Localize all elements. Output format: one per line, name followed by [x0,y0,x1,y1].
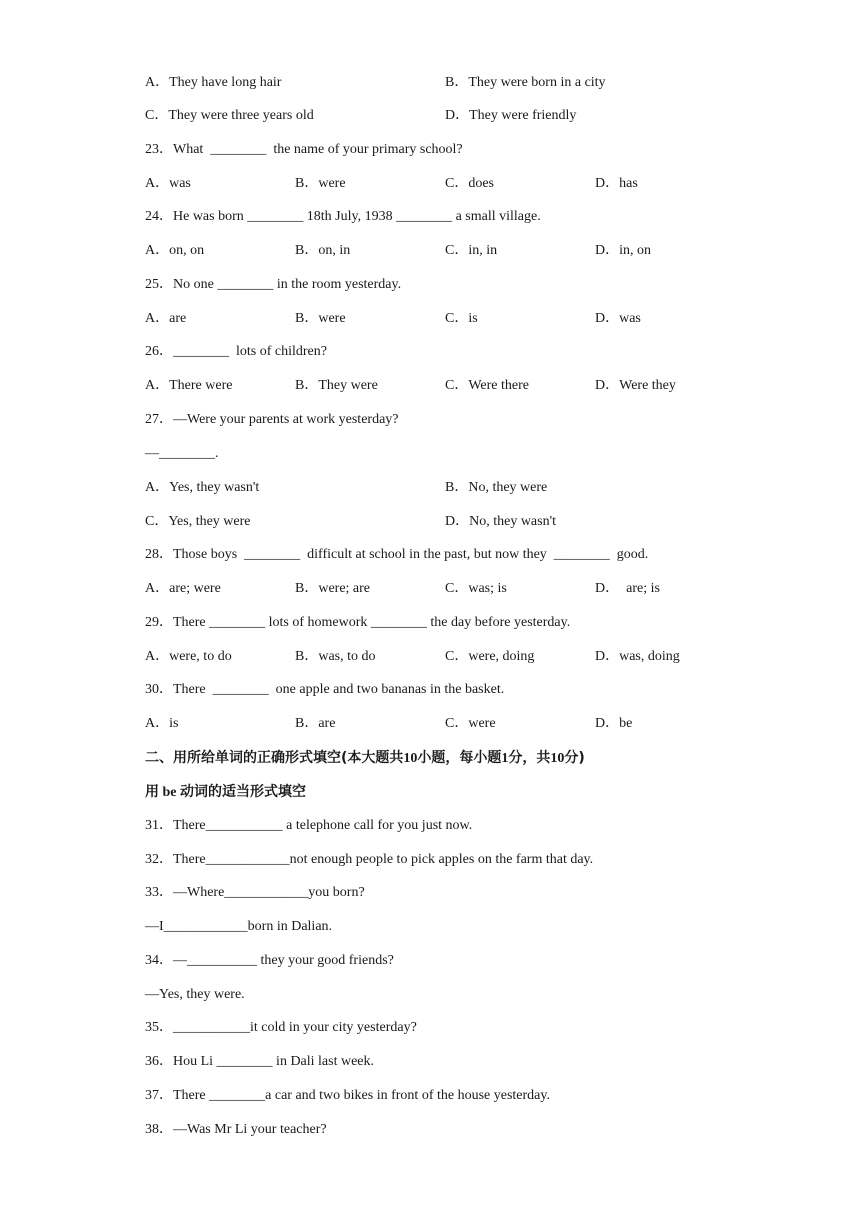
question-27-options [145,478,800,498]
option-a: A．There were [145,378,233,393]
section-heading-number: 1 [501,751,509,766]
option-b: B．on, in [295,243,351,258]
section-heading-part: 分) [564,750,585,766]
option-b: B．No, they were [445,480,548,495]
question-24-stem: 24．He was born ________ 18th July, 1938 ________ a small village. [145,209,541,224]
option-d: D．was [595,311,641,326]
question-37: 37．There ________a car and two bikes in front of the house yesterday. [145,1088,550,1103]
option-a: A．is [145,716,179,731]
question-28-options [145,579,800,599]
section-heading-part: 分，共 [508,750,551,766]
question-25-options [145,309,800,329]
option-a: A．were, to do [145,649,232,664]
question-33: 33．—Where____________you born? [145,885,365,900]
subheading-part: 动词的适当形式填空 [180,784,306,800]
section-heading-number: 10 [403,751,418,766]
subheading-part: 用 [145,784,159,800]
question-29-stem: 29．There ________ lots of homework ________ the day before yesterday. [145,615,571,630]
option-c: C．is [445,311,478,326]
question-27-options [145,512,800,532]
option-b: B．are [295,716,336,731]
option-b: B．They were born in a city [445,75,606,90]
question-27-stem: 27．—Were your parents at work yesterday? [145,412,399,427]
option-d: D．Were they [595,378,676,393]
question-24-options [145,241,800,261]
option-a: A．on, on [145,243,205,258]
option-c: C．were [445,716,496,731]
question-30-stem: 30．There ________ one apple and two bananas in the basket. [145,682,505,697]
question-27-answer-line: —________. [145,446,219,461]
options-row [145,73,800,93]
option-c: C．does [445,176,494,191]
question-33-answer: —I____________born in Dalian. [145,919,333,934]
question-30-options [145,714,800,734]
question-34-answer: —Yes, they were. [145,987,245,1002]
subheading-part: be [159,785,180,800]
question-23-options [145,174,800,194]
question-34: 34．—__________ they your good friends? [145,953,394,968]
option-c: C．Were there [445,378,529,393]
option-c: C．was; is [445,581,507,596]
question-26-options [145,376,800,396]
option-b: B．were; are [295,581,371,596]
option-b: B．was, to do [295,649,376,664]
section-heading-part: 小题，每小题 [417,750,502,766]
option-c: C．were, doing [445,649,535,664]
question-31: 31．There___________ a telephone call for you just now. [145,818,473,833]
option-b: B．They were [295,378,378,393]
question-29-options [145,647,800,667]
section-heading-number: 10 [550,751,565,766]
option-d: D．in, on [595,243,651,258]
question-32: 32．There____________not enough people to pick apples on the farm that day. [145,852,594,867]
question-36: 36．Hou Li ________ in Dali last week. [145,1054,375,1069]
question-28-stem: 28．Those boys ________ difficult at school in the past, but now they ________ good. [145,547,649,562]
option-a: A．Yes, they wasn't [145,480,260,495]
option-d: D．was, doing [595,649,680,664]
option-b: B．were [295,311,346,326]
question-26-stem: 26．________ lots of children? [145,344,327,359]
question-38: 38．—Was Mr Li your teacher? [145,1122,327,1137]
option-d: D．No, they wasn't [445,514,557,529]
question-35: 35．___________it cold in your city yesterday? [145,1020,417,1035]
option-a: A．was [145,176,191,191]
option-d: D． are; is [595,581,660,596]
section-2-heading [145,748,805,768]
option-c: C．Yes, they were [145,514,251,529]
options-row [145,106,800,126]
section-2-subheading [145,782,805,802]
option-d: D．They were friendly [445,108,577,123]
option-a: A．are [145,311,187,326]
question-23-stem: 23．What ________ the name of your primary school? [145,142,463,157]
option-b: B．were [295,176,346,191]
section-heading-part: (本大题共 [341,750,404,766]
section-heading-part: 二、用所给单词的正确形式填空 [145,750,341,766]
option-a: A．are; were [145,581,221,596]
option-c: C．They were three years old [145,108,314,123]
option-c: C．in, in [445,243,498,258]
question-25-stem: 25．No one ________ in the room yesterday. [145,277,402,292]
option-d: D．be [595,716,633,731]
option-a: A．They have long hair [145,75,282,90]
option-d: D．has [595,176,638,191]
